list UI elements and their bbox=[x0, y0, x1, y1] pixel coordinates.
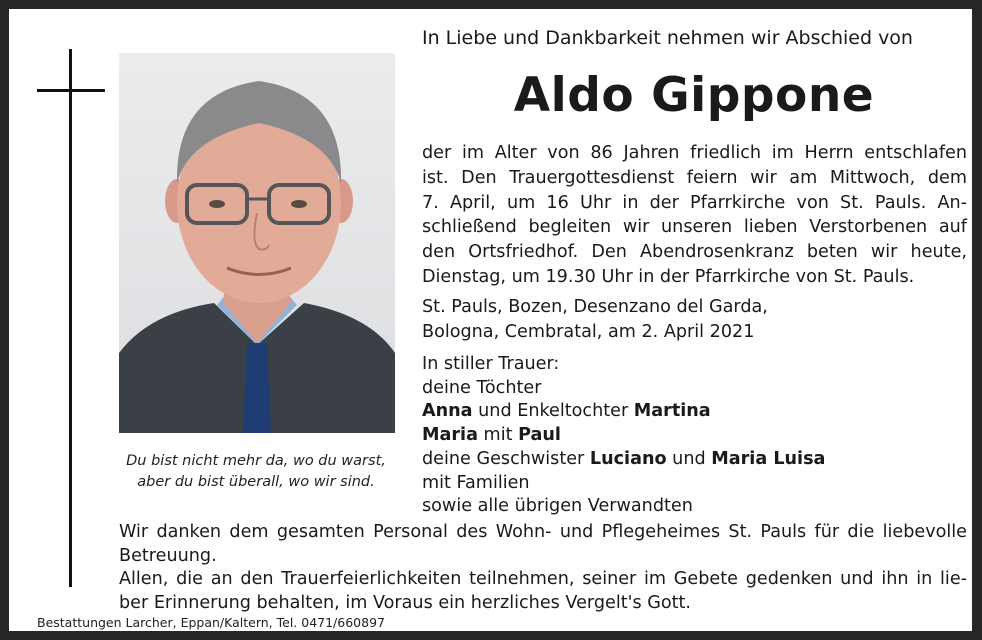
body-line: der im Alter von 86 Jahren friedlich im Herrn entschlafen bbox=[422, 143, 967, 163]
funeral-home-footer: Bestattungen Larcher, Eppan/Kaltern, Tel. 0471/660897 bbox=[37, 615, 385, 630]
mourners-connector: und bbox=[666, 448, 712, 469]
thanks-text bbox=[119, 521, 967, 615]
obituary-card bbox=[9, 9, 972, 631]
name-maria: Maria bbox=[422, 425, 478, 446]
mourners-connector: deine Geschwister bbox=[422, 448, 590, 469]
mourners-line bbox=[422, 400, 967, 424]
body-line: ist. Den Trauergottesdienst feiern wir am Mittwoch, dem bbox=[422, 167, 967, 188]
mourners-line bbox=[422, 448, 967, 472]
quote-line: Du bist nicht mehr da, wo du warst, bbox=[126, 453, 386, 469]
places-line: St. Pauls, Bozen, Desenzano del Garda, bbox=[422, 297, 768, 317]
body-line: Dienstag, um 19.30 Uhr in der Pfarrkirche von St. Pauls. bbox=[422, 266, 915, 287]
places-date bbox=[422, 295, 967, 345]
name-anna: Anna bbox=[422, 401, 473, 422]
name-martina: Martina bbox=[633, 401, 711, 422]
mourners-line: sowie alle übrigen Verwandten bbox=[422, 496, 693, 517]
thanks-line: ber Erinnerung behalten, im Voraus ein herzliches Vergelt's Gott. bbox=[119, 592, 691, 613]
cross-icon-horizontal bbox=[37, 89, 105, 92]
mourners-list bbox=[422, 353, 967, 519]
mourners-connector: mit bbox=[477, 425, 519, 446]
cross-icon-vertical bbox=[69, 49, 72, 587]
thanks-line: Betreuung. bbox=[119, 545, 217, 566]
thanks-line: Allen, die an den Trauerfeierlichkeiten teilnehmen, seiner im Gebete gedenken und ihn in lie- bbox=[119, 569, 967, 589]
body-line: schließend begleiten wir unseren lieben Verstorbenen auf bbox=[422, 217, 967, 238]
mourners-heading: In stiller Trauer: bbox=[422, 354, 560, 374]
body-line: 7. April, um 16 Uhr in der Pfarrkirche von St. Pauls. An- bbox=[422, 192, 967, 213]
deceased-name: Aldo Gippone bbox=[513, 68, 875, 123]
thanks-line: Wir danken dem gesamten Personal des Wohn- und Pflegeheimes St. Pauls für die liebevolle bbox=[119, 522, 967, 542]
quote-line: aber du bist überall, wo wir sind. bbox=[137, 474, 375, 490]
memorial-quote bbox=[105, 451, 407, 493]
name-luciano: Luciano bbox=[589, 448, 667, 469]
mourners-line bbox=[422, 424, 967, 448]
portrait-illustration bbox=[119, 53, 395, 433]
body-line: den Ortsfriedhof. Den Abendrosenkranz beten wir heute, bbox=[422, 242, 967, 263]
intro-line: In Liebe und Dankbarkeit nehmen wir Abschied von bbox=[422, 27, 913, 49]
portrait-photo bbox=[119, 53, 395, 433]
mourners-connector: und Enkeltochter bbox=[472, 401, 634, 422]
places-line: Bologna, Cembratal, am 2. April 2021 bbox=[422, 321, 755, 342]
mourners-line: mit Familien bbox=[422, 472, 530, 493]
name-paul: Paul bbox=[518, 425, 561, 446]
mourners-line: deine Töchter bbox=[422, 377, 542, 398]
name-maria-luisa: Maria Luisa bbox=[711, 448, 826, 469]
announcement-text bbox=[422, 141, 967, 290]
